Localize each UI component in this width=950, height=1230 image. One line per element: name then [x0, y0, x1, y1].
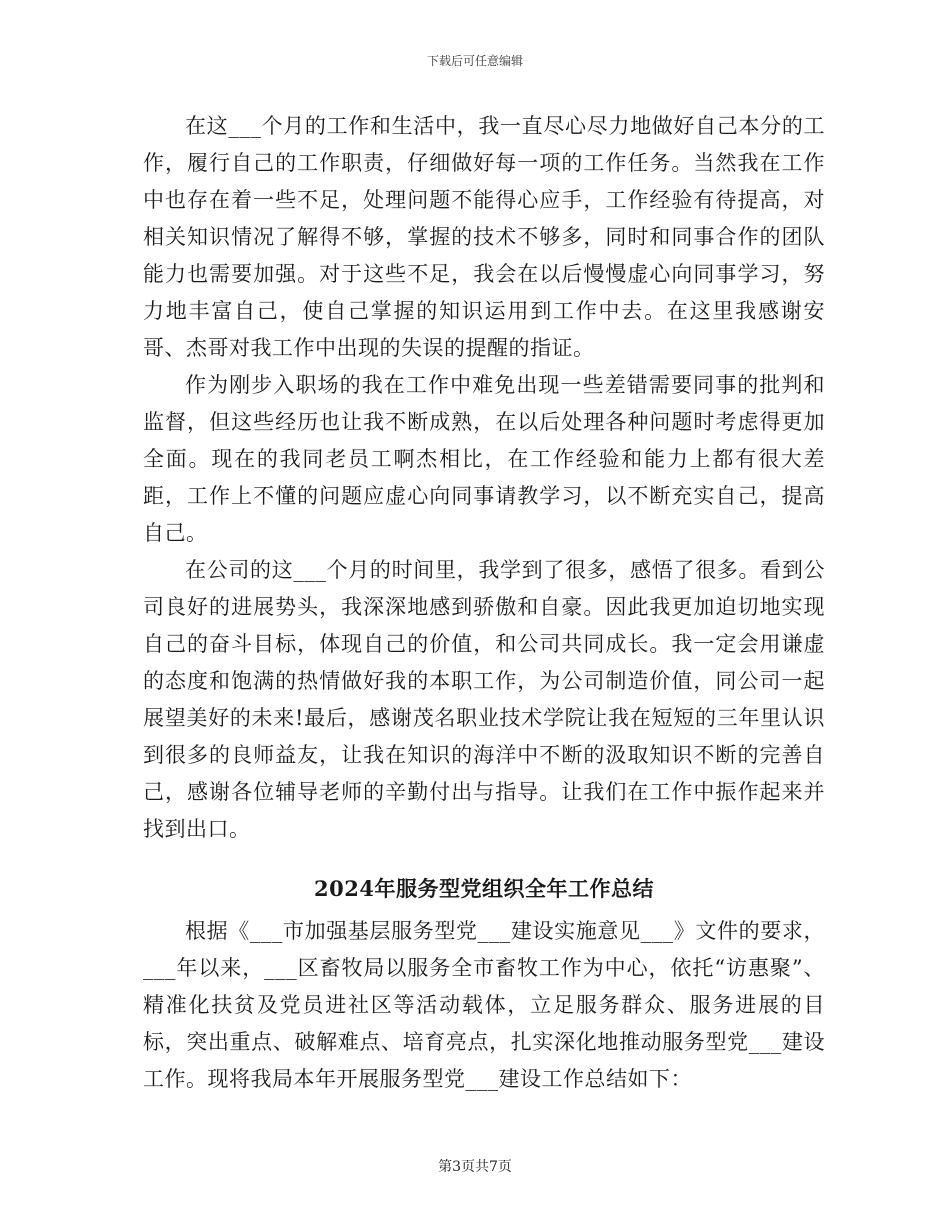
page-number: 第3页共7页 — [438, 1159, 512, 1175]
paragraph-2: 作为刚步入职场的我在工作中难免出现一些差错需要同事的批判和监督，但这些经历也让我不断成熟，在以后处理各种问题时考虑得更加全面。现在的我同老员工啊杰相比，在工作经验和能力上都有很大差距，工作上不懂的问题应虚心向同事请教学习，以不断充实自己，提高自己。 — [143, 373, 825, 545]
document-body — [143, 108, 825, 1098]
paragraph-3: 在公司的这___个月的时间里，我学到了很多，感悟了很多。看到公司良好的进展势头，我深深地感到骄傲和自豪。因此我更加迫切地实现自己的奋斗目标，体现自己的价值，和公司共同成长。我一定会用谦虚的态度和饱满的热情做好我的本职工作，为公司制造价值，同公司一起展望美好的未来!最后，感谢茂名职业技术学院让我在短短的三年里认识到很多的良师益友，让我在知识的海洋中不断的汲取知识不断的完善自己，感谢各位辅导老师的辛勤付出与指导。让我们在工作中振作起来并找到出口。 — [143, 558, 825, 841]
section-title: 2024年服务型党组织全年工作总结 — [314, 876, 654, 901]
section-paragraph: 根据《___市加强基层服务型党___建设实施意见___》文件的要求，___年以来，___区畜牧局以服务全市畜牧工作为中心，依托“访惠聚”、精准化扶贫及党员进社区等活动载体，立足服务群众、服务进展的目标，突出重点、破解难点、培育亮点，扎实深化地推动服务型党___建设工作。现将我局本年开展服务型党___建设工作总结如下： — [143, 919, 825, 1091]
paragraph-1: 在这___个月的工作和生活中，我一直尽心尽力地做好自己本分的工作，履行自己的工作职责，仔细做好每一项的工作任务。当然我在工作中也存在着一些不足，处理问题不能得心应手，工作经验有待提高，对相关知识情况了解得不够，掌握的技术不够多，同时和同事合作的团队能力也需要加强。对于这些不足，我会在以后慢慢虚心向同事学习，努力地丰富自己，使自己掌握的知识运用到工作中去。在这里我感谢安哥、杰哥对我工作中出现的失误的提醒的指证。 — [143, 114, 825, 360]
header-note: 下载后可任意编辑 — [426, 54, 523, 68]
